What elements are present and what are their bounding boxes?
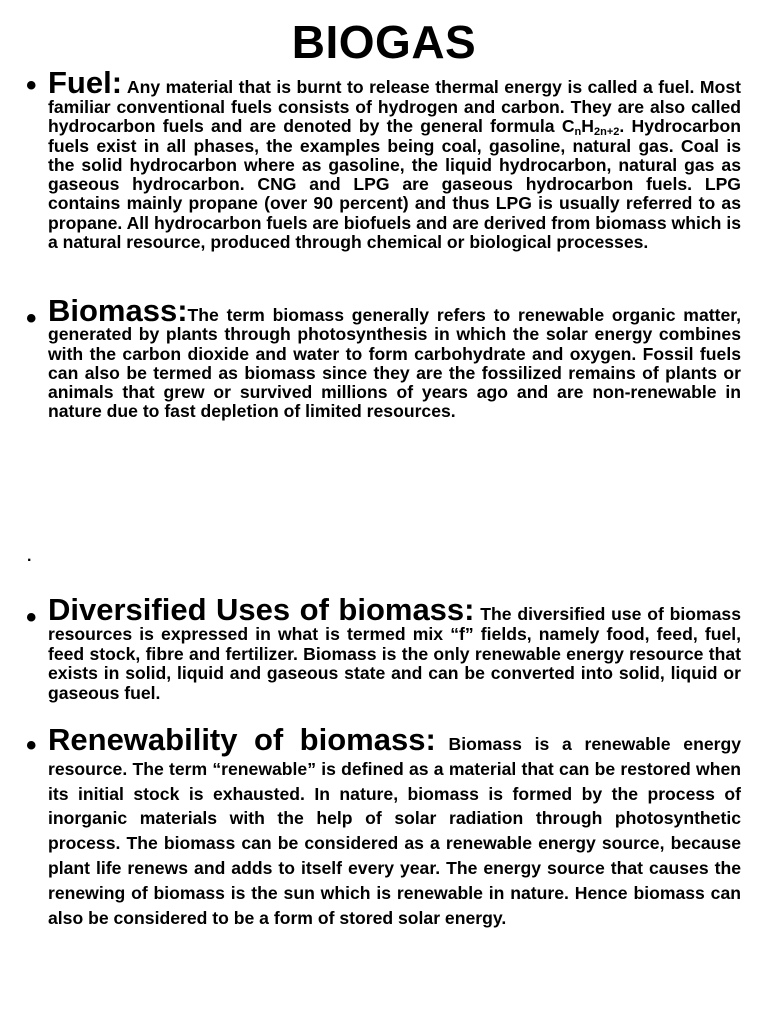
- bullet-diversified-uses: [26, 592, 741, 704]
- renewability-text: Biomass is a renewable energy resource. The term “renewable” is defined as a material that can be restored when its initial stock is exhausted. In nature, biomass is formed by the process of inorganic materials with the help of solar radiation through photosynthetic process. The biomass can be considered as a renewable energy source, because plant life renews and adds to itself every year. The energy source that causes the renewing of biomass is the sun which is renewable in nature. Hence biomass can also be considered to be a form of stored solar energy.: [48, 734, 741, 928]
- formula-c-sub: n: [574, 126, 582, 139]
- renewability-heading: Renewability of biomass:: [48, 722, 436, 757]
- formula-h-sub: 2n+2: [594, 126, 620, 139]
- fuel-text-1: Any material that is burnt to release thermal energy is called a fuel. Most familiar conventional fuels consists of hydrogen and carbon. They are also called hydrocarbon fuels and are denoted by the general formula: [48, 77, 741, 137]
- biomass-heading: Biomass:: [48, 293, 188, 328]
- diversified-text: The diversified use of biomass resources is expressed in what is termed mix “f” fields, namely food, feed, fuel, feed stock, fibre and fertilizer. Biomass is the only renewable energy resource that exists in solid, liquid and gaseous state and can be converted into solid, liquid or gaseous fuel.: [48, 604, 741, 704]
- bullet-biomass: [26, 293, 741, 422]
- formula-h: H: [581, 116, 594, 137]
- page-title: BIOGAS: [291, 16, 477, 68]
- biomass-paragraph: [48, 293, 741, 422]
- separator-period: .: [27, 548, 32, 565]
- bullet-renewability: [26, 722, 741, 930]
- bullet-fuel: [26, 65, 741, 253]
- bullet-dot: •: [26, 601, 37, 634]
- diversified-heading: Diversified Uses of biomass:: [48, 592, 475, 627]
- fuel-paragraph: [48, 65, 741, 253]
- bullet-dot: •: [26, 69, 37, 102]
- fuel-text-2: . Hydrocarbon fuels exist in all phases, the examples being coal, gasoline, natural gas. Coal is the solid hydrocarbon where as gasoline, the liquid hydrocarbon, natural gas as gaseous hydrocarbon. CNG and LPG are gaseous hydrocarbon fuels. LPG contains mainly propane (over 90 percent) and thus LPG is usually referred to as propane. All hydrocarbon fuels are biofuels and are derived from biomass which is a natural resource, produced through chemical or biological processes.: [48, 116, 741, 253]
- fuel-heading: Fuel:: [48, 65, 123, 100]
- renewability-paragraph: [48, 722, 741, 930]
- bullet-dot: •: [26, 729, 37, 762]
- diversified-paragraph: [48, 592, 741, 704]
- bullet-dot: •: [26, 302, 37, 335]
- formula-c: C: [561, 116, 575, 137]
- biomass-text: The term biomass generally refers to renewable organic matter, generated by plants through photosynthesis in which the solar energy combines with the carbon dioxide and water to form carbohydrate and oxygen. Fossil fuels can also be termed as biomass since they are the fossilized remains of plants or animals that grew or survived millions of years ago and are non-renewable in nature due to fast depletion of limited resources.: [48, 305, 741, 422]
